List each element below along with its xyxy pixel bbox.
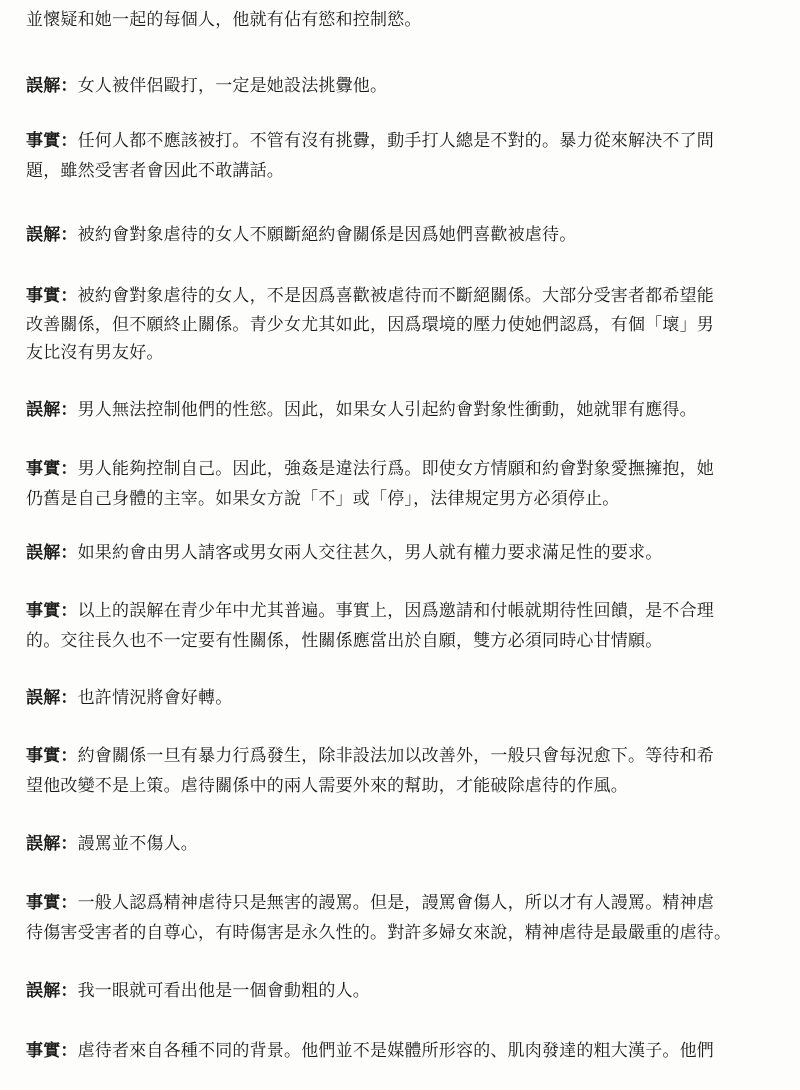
myth-line (26, 543, 662, 563)
myth-line (26, 834, 198, 854)
myth-text: 男人無法控制他們的性慾。因此，如果女人引起約會對象性衝動，她就罪有應得。 (77, 400, 697, 420)
myth-label: 誤解： (26, 688, 78, 708)
fact-line (26, 1041, 714, 1061)
fact-label: 事實： (26, 893, 78, 913)
myth-label: 誤解： (26, 225, 78, 245)
fact-line (26, 459, 714, 479)
fact-text: 被約會對象虐待的女人，不是因爲喜歡被虐待而不斷絕關係。大部分受害者都希望能 (77, 286, 715, 306)
fact-label: 事實： (26, 131, 78, 151)
fact-line: 待傷害受害者的自尊心，有時傷害是永久性的。對許多婦女來說，精神虐待是最嚴重的虐待。 (26, 923, 732, 943)
fact-text: 虐待者來自各種不同的背景。他們並不是媒體所形容的、肌肉發達的粗大漢子。他們 (77, 1041, 715, 1061)
fact-text: 一般人認爲精神虐待只是無害的謾罵。但是，謾罵會傷人，所以才有人謾罵。精神虐 (77, 893, 715, 913)
fact-text: 約會關係一旦有暴力行爲發生，除非設法加以改善外，一般只會每況愈下。等待和希 (77, 746, 715, 766)
myth-line (26, 981, 370, 1001)
myth-label: 誤解： (26, 76, 78, 96)
myth-line (26, 400, 697, 420)
fact-label: 事實： (26, 601, 78, 621)
fact-line (26, 746, 714, 766)
fact-line: 仍舊是自己身體的主宰。如果女方說「不」或「停」，法律規定男方必須停止。 (26, 489, 620, 509)
fact-label: 事實： (26, 459, 78, 479)
myth-text: 我一眼就可看出他是一個會動粗的人。 (77, 981, 371, 1001)
myth-line (26, 225, 576, 245)
fact-line (26, 286, 714, 306)
fact-line: 友比沒有男友好。 (26, 343, 164, 363)
myth-text: 如果約會由男人請客或男女兩人交往甚久，男人就有權力要求滿足性的要求。 (77, 543, 663, 563)
fact-line: 的。交往長久也不一定要有性關係，性關係應當出於自願，雙方必須同時心甘情願。 (26, 631, 663, 651)
fact-text: 男人能夠控制自己。因此，強姦是違法行爲。即使女方情願和約會對象愛撫擁抱，她 (77, 459, 715, 479)
fact-line (26, 893, 714, 913)
myth-label: 誤解： (26, 543, 78, 563)
myth-text: 被約會對象虐待的女人不願斷絕約會關係是因爲她們喜歡被虐待。 (77, 225, 577, 245)
myth-label: 誤解： (26, 400, 78, 420)
myth-text: 謾罵並不傷人。 (77, 834, 199, 854)
fact-line: 望他改變不是上策。虐待關係中的兩人需要外來的幫助，才能破除虐待的作風。 (26, 776, 628, 796)
myth-line (26, 76, 387, 96)
fact-label: 事實： (26, 286, 78, 306)
myth-label: 誤解： (26, 834, 78, 854)
fact-label: 事實： (26, 746, 78, 766)
myth-text: 也許情況將會好轉。 (77, 688, 233, 708)
intro-line: 並懷疑和她一起的每個人，他就有佔有慾和控制慾。 (26, 10, 422, 30)
fact-line (26, 131, 714, 151)
fact-line: 改善關係，但不願終止關係。青少女尤其如此，因爲環境的壓力使她們認爲，有個「壞」男 (26, 315, 714, 335)
myth-line (26, 688, 232, 708)
myth-text: 女人被伴侶毆打，一定是她設法挑釁他。 (77, 76, 388, 96)
fact-label: 事實： (26, 1041, 78, 1061)
fact-text: 以上的誤解在青少年中尤其普遍。事實上，因爲邀請和付帳就期待性回饋，是不合理 (77, 601, 715, 621)
fact-text: 任何人都不應該被打。不管有沒有挑釁，動手打人總是不對的。暴力從來解決不了問 (77, 131, 715, 151)
myth-label: 誤解： (26, 981, 78, 1001)
fact-line: 題，雖然受害者會因此不敢講話。 (26, 161, 284, 181)
fact-line (26, 601, 714, 621)
